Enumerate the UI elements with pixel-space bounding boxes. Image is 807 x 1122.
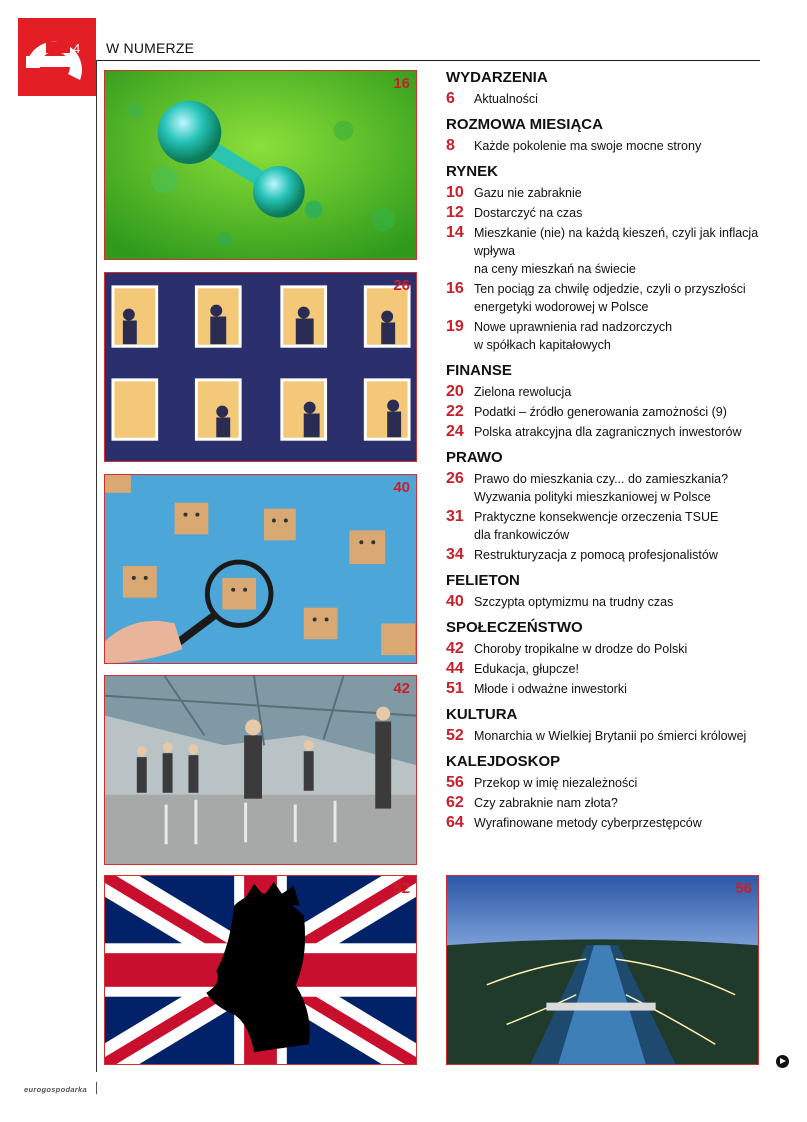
photo-union-jack[interactable] bbox=[104, 875, 417, 1065]
toc-category: FINANSE bbox=[446, 362, 512, 379]
toc-page-number: 14 bbox=[446, 224, 464, 241]
toc-title-line: Prawo do mieszkania czy... do zamieszkania? bbox=[474, 472, 729, 486]
toc-title-line: Restrukturyzacja z pomocą profesjonalistów bbox=[474, 548, 718, 562]
toc-page-number: 19 bbox=[446, 318, 464, 335]
toc-title-line: Monarchia w Wielkiej Brytanii po śmierci królowej bbox=[474, 729, 747, 743]
toc-category: KALEJDOSKOP bbox=[446, 753, 561, 770]
toc-title bbox=[474, 727, 746, 745]
toc-title bbox=[474, 546, 718, 564]
toc-entry[interactable] bbox=[446, 423, 766, 441]
toc-page-number: 20 bbox=[446, 383, 464, 400]
toc-title bbox=[474, 184, 582, 202]
toc-title-line: Edukacja, głupcze! bbox=[474, 662, 579, 676]
photo-page-number: 40 bbox=[393, 479, 410, 496]
toc-title-line: Nowe uprawnienia rad nadzorczych bbox=[474, 320, 673, 334]
toc-title-line: Każde pokolenie ma swoje mocne strony bbox=[474, 139, 702, 153]
photo-canal[interactable] bbox=[446, 875, 759, 1065]
toc-category: ROZMOWA MIESIĄCA bbox=[446, 116, 603, 133]
toc-entry[interactable] bbox=[446, 727, 766, 745]
toc-page-number: 16 bbox=[446, 280, 464, 297]
toc-entry[interactable] bbox=[446, 280, 766, 316]
union-jack-queen-image bbox=[105, 876, 416, 1064]
toc-title-line: dla frankowiczów bbox=[474, 528, 570, 542]
page-number: 4 bbox=[73, 41, 81, 56]
toc-page-number: 22 bbox=[446, 403, 464, 420]
toc-page-number: 8 bbox=[446, 137, 455, 154]
header-rule bbox=[96, 60, 760, 61]
photo-faces[interactable] bbox=[104, 474, 417, 664]
toc-title-line: Mieszkanie (nie) na każdą kieszeń, czyli jak inflacja wpływa bbox=[474, 226, 759, 258]
toc-entry[interactable] bbox=[446, 224, 766, 278]
e-logo-icon bbox=[18, 18, 96, 96]
footer-brand: eurogospodarka bbox=[24, 1085, 87, 1094]
toc-title bbox=[474, 137, 701, 155]
photo-hydrogen[interactable] bbox=[104, 70, 417, 260]
photo-page-number: 52 bbox=[393, 880, 410, 897]
toc-entry[interactable] bbox=[446, 660, 766, 678]
toc-title-line: Wyrafinowane metody cyberprzestępców bbox=[474, 816, 702, 830]
toc-entry[interactable] bbox=[446, 383, 766, 401]
toc-title-line: na ceny mieszkań na świecie bbox=[474, 262, 636, 276]
toc-title-line: Czy zabraknie nam złota? bbox=[474, 796, 618, 810]
toc-page-number: 51 bbox=[446, 680, 464, 697]
toc-page-number: 44 bbox=[446, 660, 464, 677]
photo-windows[interactable] bbox=[104, 272, 417, 462]
toc-title-line: energetyki wodorowej w Polsce bbox=[474, 300, 649, 314]
toc-entry[interactable] bbox=[446, 318, 766, 354]
toc-page-number: 52 bbox=[446, 727, 464, 744]
toc-entry[interactable] bbox=[446, 90, 766, 108]
toc-entry[interactable] bbox=[446, 774, 766, 792]
toc-title bbox=[474, 383, 571, 401]
photo-page-number: 16 bbox=[393, 75, 410, 92]
toc-title-line: Gazu nie zabraknie bbox=[474, 186, 582, 200]
toc-entry[interactable] bbox=[446, 470, 766, 506]
canal-night-image bbox=[447, 876, 758, 1064]
table-of-contents bbox=[446, 68, 766, 832]
toc-category: SPOŁECZEŃSTWO bbox=[446, 619, 583, 636]
toc-title bbox=[474, 423, 742, 441]
toc-title bbox=[474, 403, 727, 421]
next-page-arrow-icon[interactable] bbox=[776, 1055, 789, 1068]
toc-title-line: Choroby tropikalne w drodze do Polski bbox=[474, 642, 688, 656]
toc-entry[interactable] bbox=[446, 546, 766, 564]
toc-entry[interactable] bbox=[446, 403, 766, 421]
toc-category: PRAWO bbox=[446, 449, 503, 466]
toc-page-number: 10 bbox=[446, 184, 464, 201]
toc-page-number: 24 bbox=[446, 423, 464, 440]
toc-category: KULTURA bbox=[446, 706, 518, 723]
toc-title bbox=[474, 318, 672, 354]
toc-category: RYNEK bbox=[446, 163, 498, 180]
toc-entry[interactable] bbox=[446, 184, 766, 202]
toc-title bbox=[474, 280, 746, 316]
toc-entry[interactable] bbox=[446, 680, 766, 698]
photo-page-number: 42 bbox=[393, 680, 410, 697]
column-rule bbox=[96, 60, 97, 1072]
footer-divider bbox=[96, 1082, 97, 1094]
toc-page-number: 31 bbox=[446, 508, 464, 525]
toc-page-number: 56 bbox=[446, 774, 464, 791]
photo-page-number: 26 bbox=[393, 277, 410, 294]
hydrogen-molecule-image bbox=[105, 71, 416, 259]
toc-title-line: Zielona rewolucja bbox=[474, 385, 572, 399]
toc-title bbox=[474, 794, 618, 812]
toc-title-line: Aktualności bbox=[474, 92, 538, 106]
toc-page-number: 62 bbox=[446, 794, 464, 811]
toc-title bbox=[474, 814, 702, 832]
toc-title-line: Wyzwania polityki mieszkaniowej w Polsce bbox=[474, 490, 711, 504]
toc-title-line: Szczypta optymizmu na trudny czas bbox=[474, 595, 674, 609]
toc-title bbox=[474, 508, 718, 544]
toc-title bbox=[474, 680, 627, 698]
toc-title bbox=[474, 660, 579, 678]
toc-page-number: 40 bbox=[446, 593, 464, 610]
toc-title-line: Przekop w imię niezależności bbox=[474, 776, 638, 790]
toc-title bbox=[474, 224, 766, 278]
toc-category: WYDARZENIA bbox=[446, 69, 548, 86]
toc-entry[interactable] bbox=[446, 640, 766, 658]
toc-title-line: w spółkach kapitałowych bbox=[474, 338, 611, 352]
photo-page-number: 56 bbox=[735, 880, 752, 897]
toc-page-number: 42 bbox=[446, 640, 464, 657]
toc-title-line: Polska atrakcyjna dla zagranicznych inwestorów bbox=[474, 425, 742, 439]
toc-entry[interactable] bbox=[446, 204, 766, 222]
toc-entry[interactable] bbox=[446, 814, 766, 832]
toc-title bbox=[474, 774, 637, 792]
toc-entry[interactable] bbox=[446, 794, 766, 812]
toc-title bbox=[474, 470, 728, 506]
toc-page-number: 12 bbox=[446, 204, 464, 221]
toc-title-line: Młode i odważne inwestorki bbox=[474, 682, 627, 696]
toc-title-line: Ten pociąg za chwilę odjedzie, czyli o przyszłości bbox=[474, 282, 746, 296]
toc-entry[interactable] bbox=[446, 137, 766, 155]
fountain-crowd-image bbox=[105, 676, 416, 864]
photo-fountain[interactable] bbox=[104, 675, 417, 865]
toc-page-number: 34 bbox=[446, 546, 464, 563]
magazine-logo bbox=[18, 18, 96, 96]
toc-page-number: 6 bbox=[446, 90, 455, 107]
toc-title bbox=[474, 640, 687, 658]
toc-page-number: 26 bbox=[446, 470, 464, 487]
toc-title-line: Dostarczyć na czas bbox=[474, 206, 583, 220]
toc-title bbox=[474, 204, 582, 222]
toc-title-line: Podatki – źródło generowania zamożności (9) bbox=[474, 405, 727, 419]
toc-title bbox=[474, 593, 673, 611]
apartment-windows-image bbox=[105, 273, 416, 461]
toc-title bbox=[474, 90, 538, 108]
toc-category: FELIETON bbox=[446, 572, 520, 589]
section-label: W NUMERZE bbox=[106, 40, 195, 56]
toc-title-line: Praktyczne konsekwencje orzeczenia TSUE bbox=[474, 510, 719, 524]
toc-entry[interactable] bbox=[446, 593, 766, 611]
toc-page-number: 64 bbox=[446, 814, 464, 831]
magnifier-faces-image bbox=[105, 475, 416, 663]
toc-entry[interactable] bbox=[446, 508, 766, 544]
